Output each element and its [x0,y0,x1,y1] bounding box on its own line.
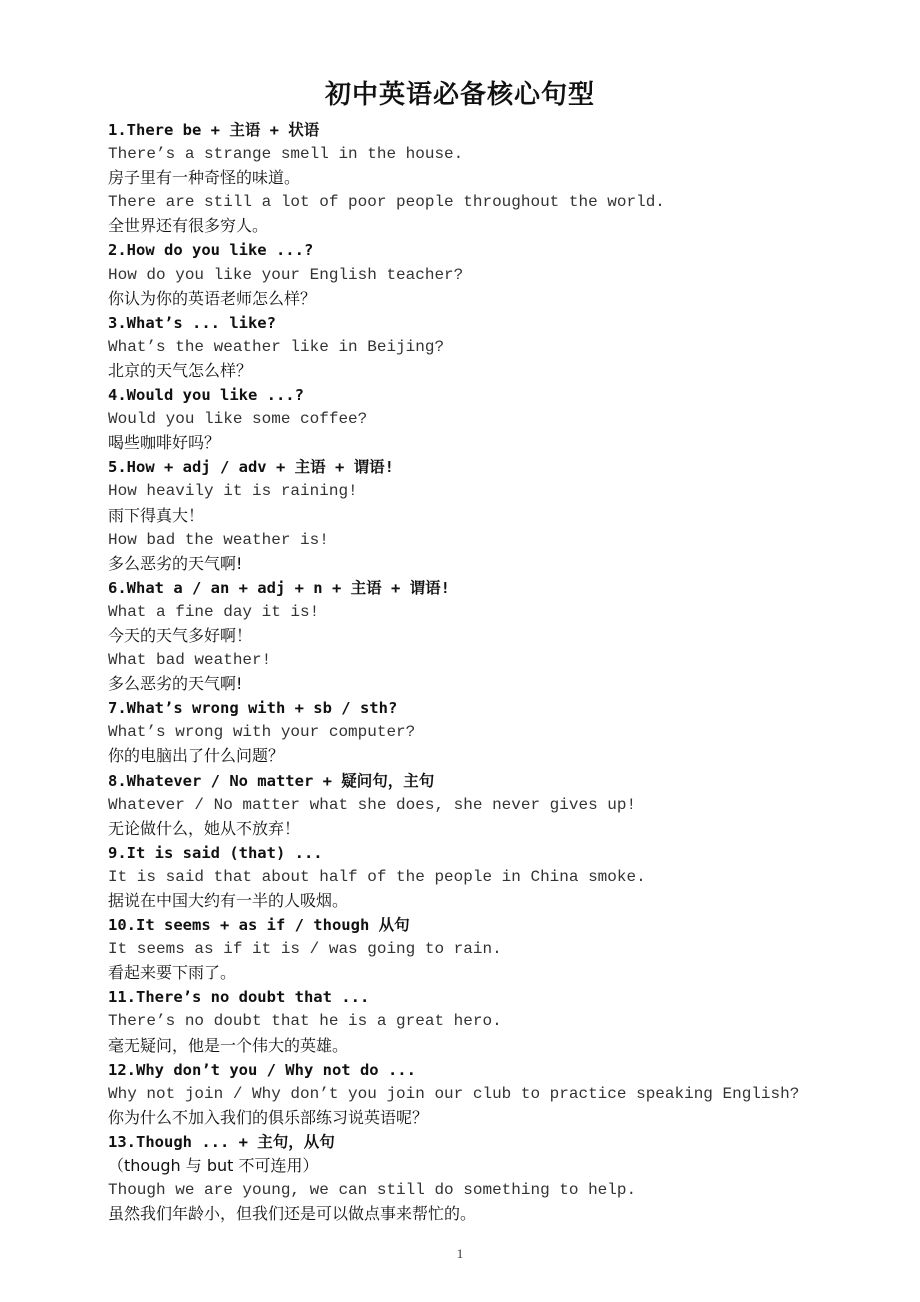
pattern-heading: 5.How + adj / adv + 主语 + 谓语! [108,458,394,477]
english-example: How heavily it is raining! [108,482,358,501]
page-number: 1 [456,1246,464,1261]
english-example: What’s wrong with your computer? [108,723,416,742]
pattern-heading: 4.Would you like ...? [108,386,304,405]
english-example: Whatever / No matter what she does, she never gives up! [108,795,637,814]
english-example: There are still a lot of poor people throughout the world. [108,193,665,212]
document-title: 初中英语必备核心句型 [324,80,595,110]
english-example: What bad weather! [108,651,272,670]
pattern-heading: 8.Whatever / No matter + 疑问句，主句 [108,771,435,790]
pattern-heading: 9.It is said (that) ... [108,843,323,862]
english-example: How bad the weather is! [108,530,329,549]
chinese-translation: （though 与 but 不可连用） [108,1156,319,1176]
chinese-translation: 据说在中国大约有一半的人吸烟。 [108,891,349,910]
english-example: Why not join / Why don’t you join our club to practice speaking English? [108,1084,800,1103]
pattern-heading: 12.Why don’t you / Why not do ... [108,1060,416,1079]
english-example: Though we are young, we can still do something to help. [108,1181,637,1200]
chinese-translation: 喝些咖啡好吗？ [108,433,221,453]
chinese-translation: 虽然我们年龄小，但我们还是可以做点事来帮忙的。 [108,1204,477,1224]
pattern-heading: 1.There be + 主语 + 状语 [108,121,320,139]
chinese-translation: 北京的天气怎么样？ [108,360,253,380]
pattern-heading: 7.What’s wrong with + sb / sth? [108,699,398,718]
chinese-translation: 你认为你的英语老师怎么样？ [108,288,317,308]
english-example: It is said that about half of the people in China smoke. [108,867,646,886]
pattern-heading: 2.How do you like ...? [108,241,314,260]
chinese-translation: 雨下得真大！ [108,505,205,525]
english-example: There’s no doubt that he is a great hero. [108,1012,502,1031]
pattern-heading: 6.What a / an + adj + n + 主语 + 谓语! [108,578,450,597]
chinese-translation: 房子里有一种奇怪的味道。 [108,168,301,188]
chinese-translation: 你的电脑出了什么问题？ [108,746,285,766]
english-example: There’s a strange smell in the house. [108,145,464,164]
pattern-heading: 3.What’s ... like? [108,313,276,332]
english-example: What’s the weather like in Beijing? [108,337,445,356]
pattern-heading: 10.It seems + as if / though 从句 [108,916,410,935]
chinese-translation: 今天的天气多好啊！ [108,625,253,645]
english-example: How do you like your English teacher? [108,265,464,284]
chinese-translation: 多么恶劣的天气啊! [108,674,243,694]
chinese-translation: 无论做什么，她从不放弃！ [108,818,301,838]
sentence-pattern-list [108,118,808,1226]
chinese-translation: 你为什么不加入我们的俱乐部练习说英语呢？ [108,1107,429,1127]
english-example: Would you like some coffee? [108,410,368,429]
english-example: What a fine day it is! [108,602,320,621]
chinese-translation: 看起来要下雨了。 [108,963,237,983]
english-example: It seems as if it is / was going to rain. [108,940,502,959]
chinese-translation: 多么恶劣的天气啊! [108,553,243,573]
pattern-heading: 11.There’s no doubt that ... [108,988,370,1007]
pattern-heading: 13.Though ... + 主句，从句 [108,1132,335,1151]
chinese-translation: 毫无疑问，他是一个伟大的英雄。 [108,1035,349,1055]
chinese-translation: 全世界还有很多穷人。 [108,216,269,236]
